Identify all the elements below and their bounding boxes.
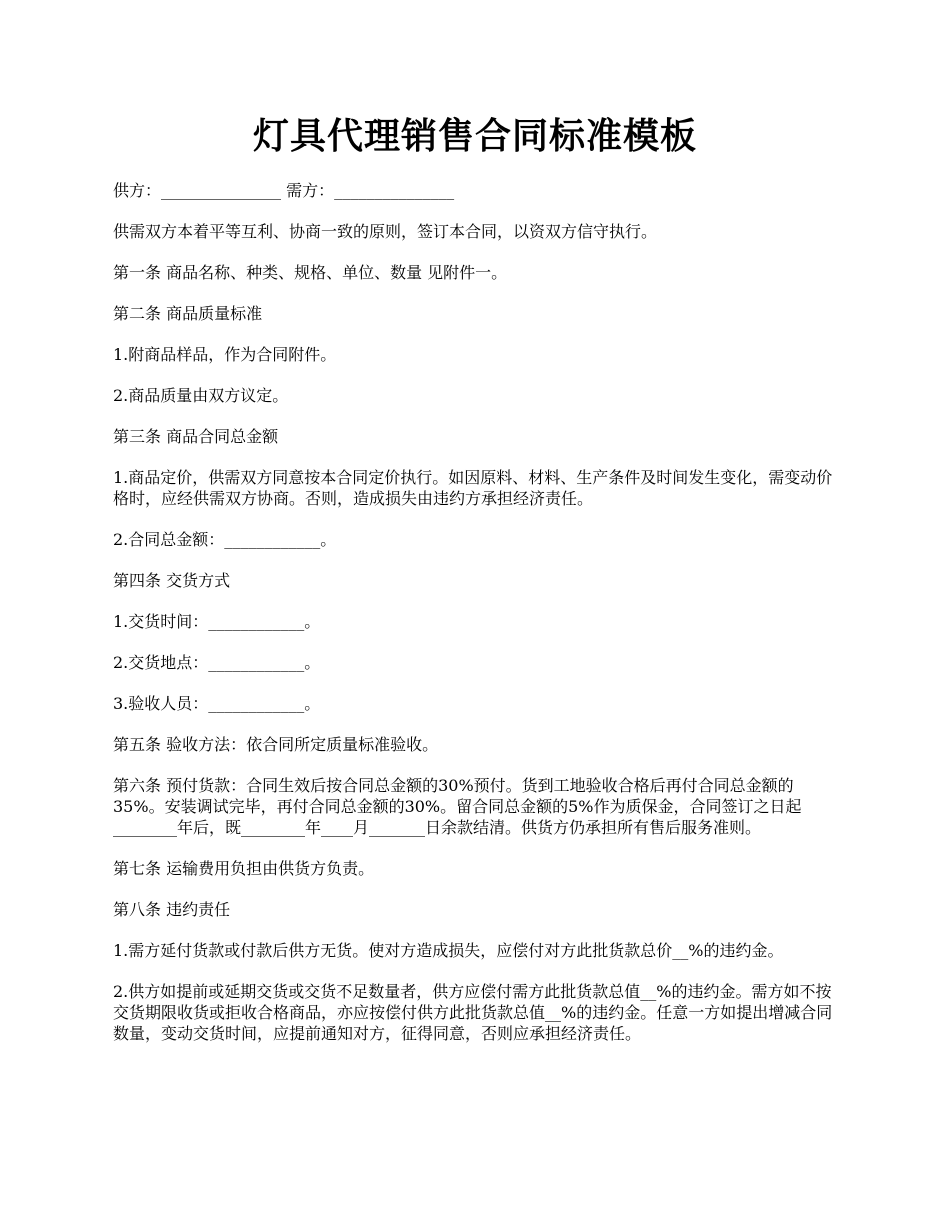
document-title: 灯具代理销售合同标准模板 — [252, 115, 697, 157]
article-1: 第一条 商品名称、种类、规格、单位、数量 见附件一。 — [113, 263, 508, 282]
article-5: 第五条 验收方法：依合同所定质量标准验收。 — [113, 735, 439, 754]
article-8-clause-1: 1.需方延付货款或付款后供方无货。使对方造成损失，应偿付对方此批货款总价__%的违约金。 — [113, 941, 784, 960]
preamble: 供需双方本着平等互利、协商一致的原则，签订本合同，以资双方信守执行。 — [113, 222, 658, 241]
article-3-clause-2: 2.合同总金额：____________。 — [113, 530, 337, 549]
article-2-clause-2: 2.商品质量由双方议定。 — [113, 386, 289, 405]
document-body — [113, 180, 841, 1064]
article-2-heading: 第二条 商品质量标准 — [113, 304, 263, 323]
parties-line: 供方：_______________ 需方：_______________ — [113, 181, 455, 200]
article-6: 第六条 预付货款：合同生效后按合同总金额的30%预付。货到工地验收合格后再付合同总金额的35%。安装调试完毕，再付合同总金额的30%。留合同总金额的5%作为质保金，合同签订之日起________年后，既________年____月_______日余款结清。供货方仍承担所有售后服务准则。 — [113, 776, 802, 837]
article-4-clause-1: 1.交货时间：____________。 — [113, 612, 321, 631]
article-4-clause-3: 3.验收人员：____________。 — [113, 694, 321, 713]
article-8-clause-2: 2.供方如提前或延期交货或交货不足数量者，供方应偿付需方此批货款总值__%的违约金。需方如不按交货期限收货或拒收合格商品，亦应按偿付供方此批货款总值__%的违约金。任意一方如提出增减合同数量，变动交货时间，应提前通知对方，征得同意，否则应承担经济责任。 — [113, 982, 833, 1043]
article-3-clause-1: 1.商品定价，供需双方同意按本合同定价执行。如因原料、材料、生产条件及时间发生变化，需变动价格时，应经供需双方协商。否则，造成损失由违约方承担经济责任。 — [113, 468, 833, 508]
article-4-clause-2: 2.交货地点：____________。 — [113, 653, 321, 672]
article-7: 第七条 运输费用负担由供货方负责。 — [113, 859, 375, 878]
article-4-heading: 第四条 交货方式 — [113, 571, 231, 590]
article-3-heading: 第三条 商品合同总金额 — [113, 427, 279, 446]
article-8-heading: 第八条 违约责任 — [113, 900, 231, 919]
article-2-clause-1: 1.附商品样品，作为合同附件。 — [113, 345, 337, 364]
